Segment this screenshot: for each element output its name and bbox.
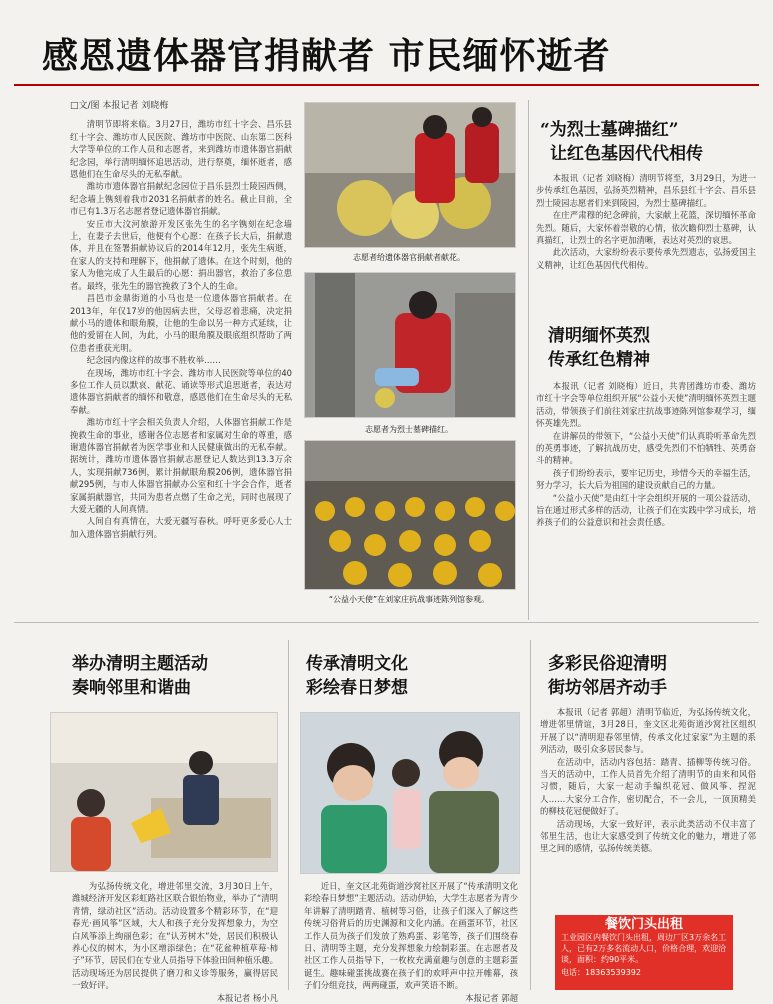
- photo-eggs: [300, 712, 520, 874]
- right-mid-paragraph: “公益小天使”是由红十字会组织开展的一项公益活动，旨在通过形式多样的活动，让孩子们在实践中学习成长，培养孩子们的公益意识和社会责任感。: [536, 492, 756, 528]
- main-paragraph: 清明节即将来临。3月27日，潍坊市红十字会、昌乐县红十字会、潍坊市人民医院、潍坊市中医院、山东第二医科大学等单位的工作人员和志愿者，来到潍坊市遗体器官捐献纪念园，举行清明缅怀追思活动，进行祭奠，缅怀逝者，感恩他们在生命尽头的无私奉献。: [70, 119, 292, 180]
- right-mid-article: [536, 380, 756, 614]
- right-top-paragraph: 在庄严肃穆的纪念碑前，大家献上花篮，深切缅怀革命先烈。随后，大家怀着崇敬的心情，依次瞻仰烈士墓碑，认真描红，让烈士的名字更加清晰，表达对英烈的哀思。: [536, 210, 756, 246]
- column-divider: [530, 640, 531, 990]
- ad-title: 餐饮门头出租: [604, 917, 683, 932]
- bottom1-paragraph: 为弘扬传统文化，增进邻里交流，3月30日上午，潍城经济开发区彩虹路社区联合银怡物业，举办了“清明青情，绿动社区”活动。活动设置多个精彩环节，在“迎春光·画风筝”区域，大人和孩子充分发挥想象力，为空白风筝添上绚丽色彩；在“认芳树木”处，居民们积极认养心仪的树木，为小区增添绿色；在“花盆种植草莓·柿子”环节，居民们在专业人员指导下体验田间种植乐趣。活动现场还为居民提供了磨刀和义诊等服务，赢得居民一致好评。: [72, 881, 278, 991]
- bottom1-credit: 本报记者 杨小凡: [216, 992, 278, 1003]
- photo-flowers-image: [305, 103, 515, 247]
- main-byline: □文/图 本报记者 刘晓梅: [70, 101, 169, 111]
- right-top-title: [540, 118, 703, 166]
- main-paragraph: 在现场，潍坊市红十字会、潍坊市人民医院等单位的40多位工作人员以默哀、献花、诵读等形式追思逝者，表达对遗体器官捐献者的缅怀和敬意，感恩他们在生命尽头的无私奉献。: [70, 367, 292, 415]
- headline-rule: [14, 84, 759, 86]
- photo-eggs-image: [301, 713, 519, 873]
- bottom1-title: [72, 652, 208, 700]
- photo-flowers: [304, 102, 516, 248]
- right-mid-title: [548, 324, 650, 372]
- main-article: [70, 100, 292, 610]
- title-line: 街坊邻居齐动手: [548, 678, 667, 698]
- right-top-paragraph: 本报讯（记者 刘晓梅）清明节将至，3月29日，为进一步传承红色基因，弘扬英烈精神，昌乐县红十字会、昌乐县烈士陵园志愿者们来到陵园，为烈士墓碑描红。: [536, 173, 756, 208]
- classified-ad: [555, 915, 733, 990]
- page-headline: 感恩遗体器官捐献者 市民缅怀逝者: [42, 35, 611, 77]
- title-line: “为烈士墓碑描红”: [540, 120, 679, 140]
- section-divider: [14, 622, 759, 623]
- main-paragraph: 潍坊市遗体器官捐献纪念园位于昌乐县烈士陵园西侧，纪念墙上镌刻着我市2031名捐献者的姓名。截止目前，全市已有1.3万名志愿者登记遗体器官捐献。: [70, 181, 292, 217]
- photo-tomb: [304, 272, 516, 418]
- photo-children: [304, 440, 516, 590]
- photo-kites: [50, 712, 278, 872]
- bottom3-article: [540, 706, 756, 906]
- main-paragraph: 昌邑市金鼎街道的小马也是一位遗体器官捐献者。在2013年，年仅17岁的他因病去世，父母忍着悲痛，决定捐献小马的遗体和眼角膜，让他的生命以另一种方式延续，让他的爱留在人间，为此，小马的眼角膜及眼底组织帮助了两位患者重获光明。: [70, 293, 292, 353]
- title-line: 清明缅怀英烈: [548, 326, 650, 346]
- main-paragraph: 纪念园内像这样的故事不胜枚举……: [86, 355, 221, 366]
- photo-caption: “公益小天使”在刘家庄抗战事迹陈列馆参观。: [328, 595, 490, 604]
- title-line: 奏响邻里和谐曲: [72, 678, 191, 698]
- bottom1-article: [72, 880, 278, 1003]
- photo-caption: 志愿者给遗体器官捐献者献花。: [353, 253, 465, 262]
- photo-tomb-image: [305, 273, 515, 417]
- right-mid-paragraph: 在讲解员的带领下，“公益小天使”们认真聆听革命先烈的英勇事迹，了解抗战历史，感受先烈们不怕牺牲、英勇奋斗的精神。: [536, 430, 756, 466]
- column-divider: [288, 640, 289, 990]
- main-paragraph: 安丘市大汶河旅游开发区张先生的名字镌刻在纪念墙上，在妻子去世后，他便有个心愿：在孩子长大后，捐献遗体，并且在签署捐献协议后的2014年12月，张先生病逝，在家人的支持和理解下，他捐献了遗体。在这个时刻，他的家人为他完成了人生最后的心愿：捐出器官，救治了多位患者。最终，张先生的器官挽救了3个人的生命。: [70, 218, 292, 291]
- title-line: 传承清明文化: [306, 654, 408, 674]
- right-mid-paragraph: 本报讯（记者 刘晓梅）近日，共青团潍坊市委、潍坊市红十字会等单位组织开展“公益小天使”清明缅怀英烈主题活动，带领孩子们前往刘家庄抗战事迹陈列馆参观学习，缅怀英雄先烈。: [536, 381, 756, 429]
- main-paragraph: 人间自有真情在，大爱无疆写春秋。呼吁更多爱心人士加入遗体器官捐献行列。: [70, 516, 292, 539]
- bottom2-paragraph: 近日，奎文区北苑街道沙窝社区开展了“传承清明文化 彩绘春日梦想”主题活动。活动伊始，大学生志愿者为青少年讲解了清明踏青、植树等习俗，让孩子们深入了解这些传统习俗背后的历史渊源和文化内涵。在画蛋环节，社区工作人员为孩子们发放了熟鸡蛋、彩笔等，孩子们围绕春日、清明等主题，充分发挥想象力绘制彩蛋。在志愿者及社区工作人员指导下，一枚枚充满童趣与创意的主题彩蛋诞生。趣味碰蛋挑战赛在孩子们的欢呼声中拉开帷幕，孩子们分组竞技，两两碰蛋，欢声笑语不断。: [304, 881, 518, 991]
- title-line: 举办清明主题活动: [72, 654, 208, 674]
- right-top-paragraph: 此次活动，大家纷纷表示要传承先烈遗志，弘扬爱国主义精神，让红色基因代代相传。: [536, 247, 756, 270]
- bottom3-paragraph: 活动现场，大家一致好评，表示此类活动不仅丰富了邻里生活，也让大家感受到了传统文化的魅力，增进了邻里之间的感情，弘扬传统美德。: [540, 818, 756, 854]
- bottom3-paragraph: 在活动中，活动内容包括：踏青、插柳等传统习俗。当天的活动中，工作人员首先介绍了清明节的由来和风俗习惯，随后，大家一起动手编织花冠、做风筝、捏泥人……大家分工合作，密切配合，不一会儿，一顶顶精美的柳枝花冠便做好了。: [540, 756, 756, 817]
- bottom2-credit: 本报记者 郭超: [465, 992, 518, 1003]
- ad-body: 工业园区内餐饮门头出租，周边厂区3万余名工人，已有2万多名流动人口，价格合理，欢迎洽谈，面积：约90平米。: [561, 933, 727, 964]
- title-line: 让红色基因代代相传: [550, 144, 703, 164]
- right-top-article: [536, 172, 756, 312]
- column-divider: [528, 100, 529, 620]
- photo-children-image: [305, 441, 515, 589]
- main-paragraph: 潍坊市红十字会相关负责人介绍，人体器官捐献工作是挽救生命的事业，感谢各位志愿者和家属对生命的尊重，感谢遗体器官捐献者为医学事业和人民健康做出的无私奉献。据统计，潍坊市遗体器官捐献志愿登记人数达到13.3万余人，实现捐献736例，累计捐献眼角膜206例，遗体器官捐献295例，与市人体器官捐献办公室和红十字会合作，逝者家属捐献器官，共同为患者点燃了生命之光，同时也展现了大爱无疆的人间真情。: [70, 417, 292, 514]
- photo-kites-image: [51, 713, 277, 871]
- right-mid-paragraph: 孩子们纷纷表示，要牢记历史，珍惜今天的幸福生活，努力学习，长大后为祖国的建设贡献自己的力量。: [536, 467, 756, 491]
- bottom3-title: [548, 652, 667, 700]
- ad-phone: 电话：18363539392: [561, 968, 641, 977]
- title-line: 传承红色精神: [548, 350, 650, 370]
- title-line: 多彩民俗迎清明: [548, 654, 667, 674]
- photo-caption: 志愿者为烈士墓碑描红。: [365, 425, 453, 434]
- bottom2-title: [306, 652, 408, 700]
- title-line: 彩绘春日梦想: [306, 678, 408, 698]
- bottom2-article: [304, 880, 518, 1003]
- bottom3-paragraph: 本报讯（记者 郭超）清明节临近，为弘扬传统文化，增进邻里情谊，3月28日，奎文区北苑街道沙窝社区组织开展了以“清明迎春邻里情，传承文化过家家”为主题的系列活动，吸引众多居民参与。: [540, 707, 756, 755]
